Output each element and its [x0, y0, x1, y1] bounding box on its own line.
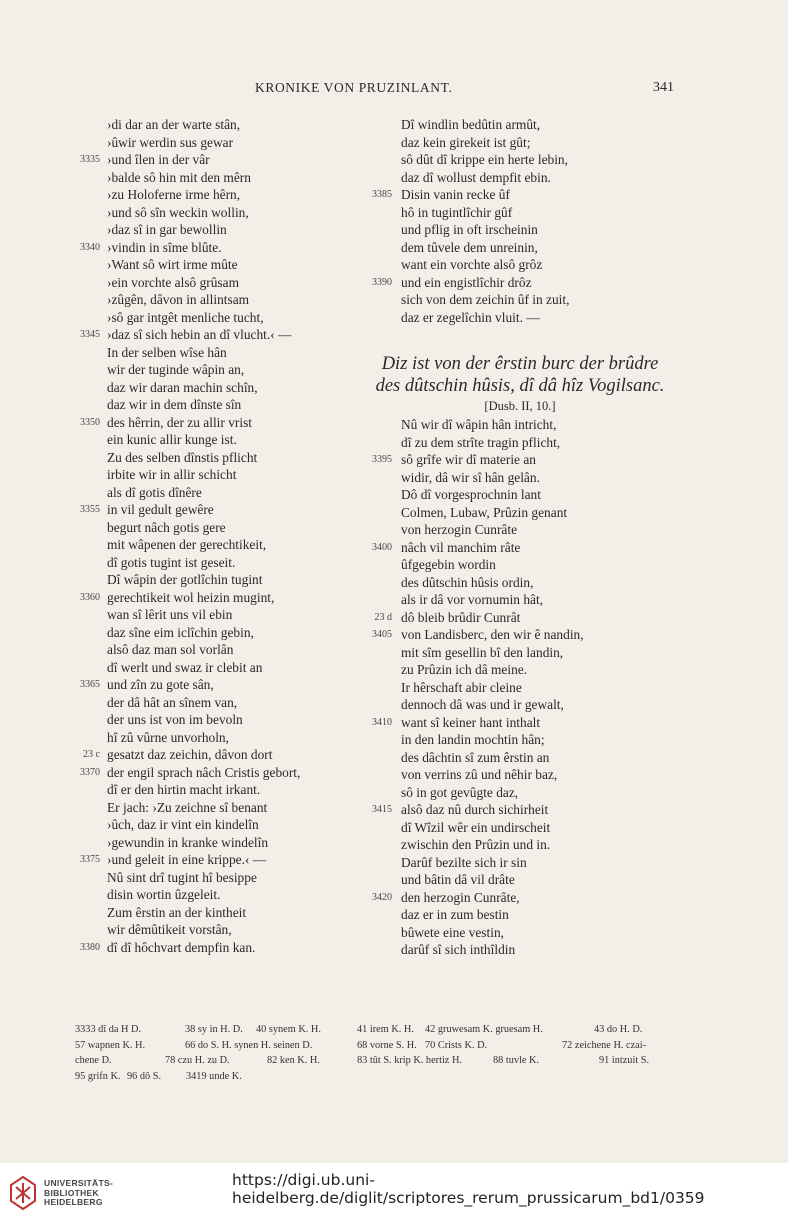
verse-text: Disin vanin recke ûf — [401, 187, 510, 202]
verse-text: ›balde sô hin mit den mêrn — [107, 169, 251, 185]
verse-line — [60, 326, 370, 344]
line-number: 3420 — [372, 891, 392, 903]
footnote-entry: 66 do S. H. synen H. seinen D. — [185, 1039, 313, 1051]
verse-text: ›daz sî in gar bewollin — [107, 222, 227, 237]
verse-line — [60, 939, 370, 957]
verse-text: zu Prûzin ich dâ meine. — [401, 662, 528, 677]
verse-text: den herzogin Cunrâte, — [401, 889, 520, 905]
footnote-entry: 43 do H. D. — [594, 1024, 643, 1035]
verse-line — [60, 396, 370, 414]
footnote-line — [75, 1069, 675, 1085]
source-reference: [Dusb. II, 10.] — [484, 399, 556, 413]
line-number: 3385 — [372, 189, 392, 200]
verse-line — [360, 924, 680, 942]
verse-line — [360, 889, 680, 907]
verse-text: Dî wâpin der gotlîchin tugint — [107, 572, 263, 587]
verse-text: dem tûvele dem unreinin, — [401, 239, 538, 255]
verse-text: darûf sî sich inthîldin — [401, 942, 516, 957]
verse-text: wir dêmûtikeit vorstân, — [107, 922, 232, 937]
verse-line — [360, 749, 680, 767]
verse-line — [360, 906, 680, 924]
line-number: 3405 — [372, 629, 392, 640]
verse-text: daz wir in dem dînste sîn — [107, 397, 242, 412]
footnote-entry: 57 wapnen K. H. — [75, 1039, 146, 1051]
verse-text: Zum êrstin an der kintheit — [107, 904, 247, 920]
footnote-entry: 88 tuvle K. — [493, 1055, 540, 1066]
verse-line — [60, 501, 370, 519]
verse-line — [360, 204, 680, 222]
verse-line — [360, 714, 680, 732]
verse-line — [60, 309, 370, 327]
verse-text: ›vindin in sîme blûte. — [107, 239, 222, 255]
footnote-entry: 95 grifn K. — [75, 1070, 121, 1082]
verse-text: in den landin mochtin hân; — [401, 732, 545, 747]
verse-text: der engil sprach nâch Cristis gebort, — [107, 764, 301, 780]
verse-text: ›zu Holoferne irme hêrn, — [107, 187, 241, 202]
verse-text: In der selben wîse hân — [107, 344, 227, 360]
verse-text: begurt nâch gotis gere — [107, 519, 226, 535]
line-number: 3400 — [372, 541, 392, 553]
verse-text: widir, dâ wir sî hân gelân. — [401, 469, 540, 485]
verse-line — [360, 679, 680, 697]
verse-text: Dî windlin bedûtin armût, — [401, 117, 541, 132]
footnote-entry: 91 intzuit S. — [599, 1055, 650, 1066]
verse-text: hî zû vûrne unvorholn, — [107, 729, 229, 745]
verse-text: des dûtschin hûsis ordin, — [401, 574, 534, 590]
verse-text: daz er in zum bestin — [401, 907, 509, 922]
verse-line — [60, 379, 370, 397]
verse-text: gesatzt daz zeichin, dâvon dort — [107, 747, 273, 762]
verse-line — [360, 574, 680, 592]
footnote-entry: 42 gruwesam K. gruesam H. — [425, 1024, 543, 1035]
verse-line — [360, 309, 680, 327]
verse-text: ›und sô sîn weckin wollin, — [107, 204, 249, 220]
verse-line — [60, 694, 370, 712]
verse-text: ›und geleit in eine krippe.‹ — — [107, 852, 267, 867]
verse-text: daz wir daran machin schîn, — [107, 379, 258, 395]
verse-text: der dâ hât an sînem van, — [107, 694, 238, 710]
verse-line — [60, 729, 370, 747]
verse-text: in vil gedult gewêre — [107, 502, 214, 517]
verse-text: von herzogin Cunrâte — [401, 522, 518, 537]
verse-text: sô in got gevûgte daz, — [401, 784, 519, 800]
verse-line — [60, 361, 370, 379]
verse-text: und ein engistlîchir drôz — [401, 274, 532, 290]
verse-text: dô bleib brûdir Cunrât — [401, 609, 521, 625]
verse-text: hô in tugintlîchir gûf — [401, 204, 513, 220]
verse-text: Er jach: ›Zu zeichne sî benant — [107, 799, 268, 815]
page-number: 341 — [653, 80, 674, 95]
verse-line — [360, 871, 680, 889]
footnote-entry: 38 sy in H. D. — [185, 1024, 243, 1035]
footnote-entry: 78 czu H. zu D. — [165, 1055, 230, 1066]
verse-text: want ein vorchte alsô grôz — [401, 257, 543, 272]
verse-text: und zîn zu gote sân, — [107, 677, 214, 692]
verse-line — [360, 854, 680, 872]
verse-line — [60, 921, 370, 939]
verse-text: von Landisberc, den wir ê nandin, — [401, 627, 584, 642]
verse-text: als dî gotis dînêre — [107, 484, 202, 500]
verse-line — [60, 606, 370, 624]
footnote-line — [75, 1053, 675, 1069]
verse-line — [60, 571, 370, 589]
verse-text: dî er den hirtin macht irkant. — [107, 782, 261, 797]
verse-text: als ir dâ vor vornumin hât, — [401, 592, 544, 607]
footnote-entry: 82 ken K. H. — [267, 1055, 320, 1066]
verse-line — [60, 344, 370, 362]
line-number: 3335 — [80, 154, 100, 165]
verse-line — [60, 466, 370, 484]
verse-line — [60, 764, 370, 782]
verse-line — [360, 626, 680, 644]
verse-line — [360, 291, 680, 309]
verse-text: gerechtikeit wol heizin mugint, — [107, 589, 275, 605]
verse-line — [360, 469, 680, 487]
verse-line — [60, 151, 370, 169]
verse-line — [360, 434, 680, 452]
line-number: 3350 — [80, 416, 100, 428]
verse-line — [60, 746, 370, 764]
verse-line — [60, 554, 370, 572]
verse-line — [60, 484, 370, 502]
footnote-entry: 68 vorne S. H. — [357, 1039, 417, 1051]
section-heading-line-2: des dûtschin hûsis, dî dâ hîz Vogilsanc. — [375, 376, 665, 396]
verse-text: dî gotis tugint ist geseit. — [107, 554, 236, 570]
left-column — [60, 116, 370, 956]
verse-line — [360, 784, 680, 802]
verse-line — [360, 134, 680, 152]
line-number: 23 d — [374, 611, 392, 623]
footnote-entry: 40 synem K. H. — [256, 1024, 321, 1035]
footnote-entry: 83 tût S. krip K. hertiz H. — [357, 1055, 462, 1066]
verse-text: want sî keiner hant inthalt — [401, 714, 541, 730]
verse-text: Zu des selben dînstis pflicht — [107, 449, 258, 465]
verse-line — [360, 116, 680, 134]
line-number: 3340 — [80, 241, 100, 253]
verse-text: mit sîm gesellin bî den landin, — [401, 644, 564, 660]
verse-line — [360, 819, 680, 837]
verse-line — [60, 274, 370, 292]
verse-text: daz sîne eim iclîchin gebin, — [107, 624, 254, 640]
verse-line — [360, 239, 680, 257]
line-number: 3365 — [80, 679, 100, 690]
verse-line — [360, 221, 680, 239]
verse-text: irbite wir in allir schicht — [107, 467, 237, 482]
verse-line — [360, 644, 680, 662]
verse-text: des dâchtin sî zum êrstin an — [401, 749, 550, 765]
verse-line — [360, 539, 680, 557]
verse-text: sich von dem zeichin ûf in zuit, — [401, 292, 570, 307]
verse-line — [60, 816, 370, 834]
verse-line — [60, 204, 370, 222]
verse-text: ›gewundin in kranke windelîn — [107, 834, 269, 850]
verse-line — [60, 904, 370, 922]
verse-text: sô grîfe wir dî materie an — [401, 452, 536, 467]
verse-text: ›daz sî sich hebin an dî vlucht.‹ — — [107, 327, 292, 342]
verse-line — [360, 941, 680, 959]
verse-line — [60, 449, 370, 467]
line-number: 3345 — [80, 329, 100, 340]
verse-line — [360, 186, 680, 204]
verse-text: und bâtin dâ vil drâte — [401, 872, 515, 887]
verse-line — [360, 504, 680, 522]
verse-text: daz dî wollust dempfit ebin. — [401, 169, 551, 185]
verse-text: Darûf bezilte sich ir sin — [401, 854, 527, 870]
verse-line — [360, 451, 680, 469]
permalink-url[interactable]: https://digi.ub.uni-heidelberg.de/diglit/scriptores_rerum_prussicarum_bd1/0359 — [232, 1171, 705, 1207]
verse-text: ûfgegebin wordin — [401, 557, 496, 572]
verse-line — [60, 659, 370, 677]
footnote-line — [75, 1022, 675, 1038]
verse-line — [60, 431, 370, 449]
verse-line — [60, 519, 370, 537]
page-header — [0, 80, 788, 100]
verse-line — [60, 851, 370, 869]
verse-line — [60, 799, 370, 817]
verse-text: ›Want sô wirt irme mûte — [107, 257, 238, 272]
verse-text: des hêrrin, der zu allir vrist — [107, 414, 253, 430]
verse-text: ›ein vorchte alsô grûsam — [107, 274, 240, 290]
library-footer — [0, 1163, 788, 1222]
verse-text: von verrins zû und nêhir baz, — [401, 767, 558, 782]
verse-text: ein kunic allir kunge ist. — [107, 432, 237, 447]
verse-text: dennoch dâ was und ir gewalt, — [401, 697, 564, 712]
verse-line — [60, 536, 370, 554]
verse-line — [60, 291, 370, 309]
verse-text: wir der tuginde wâpin an, — [107, 362, 245, 377]
right-column-bottom — [360, 416, 680, 959]
verse-text: wan sî lêrit uns vil ebin — [107, 607, 233, 622]
verse-text: ›di dar an der warte stân, — [107, 117, 241, 132]
verse-line — [60, 414, 370, 432]
verse-line — [360, 521, 680, 539]
line-number: 3415 — [372, 804, 392, 815]
verse-text: Nû sint drî tugint hî besippe — [107, 869, 257, 885]
verse-text: disin wortin ûzgeleit. — [107, 887, 221, 902]
verse-text: dî werlt und swaz ir clebit an — [107, 659, 263, 675]
verse-text: alsô daz man sol vorlân — [107, 642, 234, 657]
section-heading-line-1: Diz ist von der êrstin burc der brûdre — [381, 354, 659, 374]
verse-line — [360, 836, 680, 854]
verse-line — [360, 766, 680, 784]
running-title: KRONIKE VON PRUZINLANT. — [255, 80, 453, 95]
verse-line — [360, 274, 680, 292]
verse-line — [60, 186, 370, 204]
verse-line — [60, 676, 370, 694]
line-number: 3370 — [80, 766, 100, 778]
right-column-top — [360, 116, 680, 326]
verse-text: daz er zegelîchin vluit. — — [401, 309, 540, 325]
verse-line — [60, 116, 370, 134]
verse-line — [60, 589, 370, 607]
verse-text: ›ûch, daz ir vint ein kindelîn — [107, 817, 259, 832]
footnote-entry: chene D. — [75, 1055, 112, 1066]
verse-line — [360, 731, 680, 749]
institution-name — [44, 1179, 113, 1208]
verse-line — [60, 134, 370, 152]
line-number: 3375 — [80, 854, 100, 865]
verse-line — [60, 169, 370, 187]
verse-line — [60, 834, 370, 852]
verse-text: ›ûwir werdin sus gewar — [107, 134, 234, 150]
footnote-entry: 70 Crists K. D. — [425, 1039, 488, 1051]
verse-line — [360, 661, 680, 679]
verse-text: alsô daz nû durch sichirheit — [401, 802, 549, 817]
verse-text: dî Wîzil wêr ein undirscheit — [401, 819, 551, 835]
footnote-entry: 3333 dî da H D. — [75, 1024, 142, 1035]
university-library-logo-icon — [8, 1175, 38, 1211]
section-gap — [360, 326, 680, 353]
verse-text: zwischin den Prûzin und in. — [401, 837, 551, 852]
verse-text: Dô dî vorgesprochnin lant — [401, 487, 541, 502]
verse-line — [360, 591, 680, 609]
verse-line — [60, 869, 370, 887]
right-column — [360, 116, 680, 959]
verse-line — [60, 711, 370, 729]
verse-line — [60, 781, 370, 799]
institution-line-2: BIBLIOTHEK — [44, 1187, 99, 1198]
verse-line — [360, 801, 680, 819]
verse-text: und pflig in oft irscheinin — [401, 222, 538, 237]
footnote-entry: 3419 unde K. — [186, 1070, 242, 1082]
verse-text: dî zu dem strîte tragin pflicht, — [401, 434, 561, 450]
footnote-entry: 41 irem K. H. — [357, 1024, 414, 1035]
line-number: 3390 — [372, 276, 392, 288]
verse-line — [60, 256, 370, 274]
line-number: 3355 — [80, 504, 100, 515]
verse-text: Nû wir dî wâpin hân intricht, — [401, 417, 557, 432]
line-number: 23 c — [83, 749, 100, 760]
verse-line — [60, 624, 370, 642]
verse-line — [60, 221, 370, 239]
verse-text: Ir hêrschaft abir cleine — [401, 679, 522, 695]
institution-line-1: UNIVERSITÄTS- — [44, 1178, 114, 1188]
verse-text: nâch vil manchim râte — [401, 539, 521, 555]
footnote-entry: 72 zeichene H. czai- — [562, 1039, 647, 1051]
institution-line-3: HEIDELBERG — [44, 1197, 103, 1207]
verse-text: sô dût dî krippe ein herte lebin, — [401, 152, 568, 167]
line-number: 3360 — [80, 591, 100, 603]
footnote-line — [75, 1038, 675, 1054]
verse-line — [360, 416, 680, 434]
verse-text: ›sô gar intgêt menliche tucht, — [107, 309, 264, 325]
verse-line — [60, 886, 370, 904]
verse-text: ›zûgên, dâvon in allintsam — [107, 292, 250, 307]
line-number: 3395 — [372, 454, 392, 465]
verse-line — [60, 239, 370, 257]
verse-text: dî dî hôchvart dempfin kan. — [107, 939, 256, 955]
verse-line — [360, 169, 680, 187]
verse-text: mit wâpenen der gerechtikeit, — [107, 537, 267, 552]
verse-line — [60, 641, 370, 659]
verse-text: Colmen, Lubaw, Prûzin genant — [401, 504, 568, 520]
verse-line — [360, 151, 680, 169]
verse-text: bûwete eine vestin, — [401, 924, 504, 940]
line-number: 3380 — [80, 941, 100, 953]
line-number: 3410 — [372, 716, 392, 728]
verse-text: der uns ist von im bevoln — [107, 712, 243, 727]
verse-line — [360, 556, 680, 574]
verse-text: daz kein girekeit ist gût; — [401, 134, 531, 150]
verse-line — [360, 486, 680, 504]
verse-line — [360, 696, 680, 714]
verse-line — [360, 256, 680, 274]
footnotes — [75, 1022, 675, 1084]
footnote-entry: 96 dô S. — [127, 1070, 162, 1082]
verse-text: ›und îlen in der vâr — [107, 152, 210, 167]
verse-line — [360, 609, 680, 627]
